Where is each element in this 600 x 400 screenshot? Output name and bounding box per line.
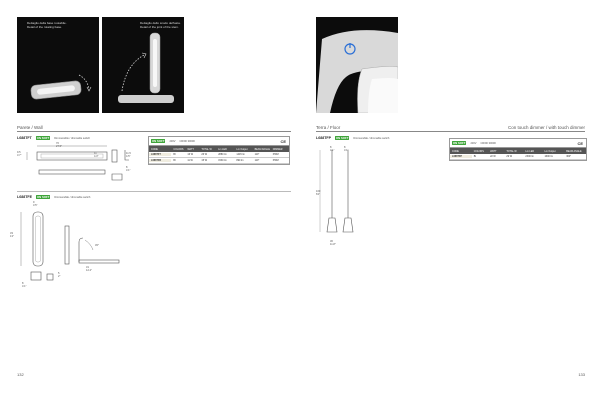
right-page xyxy=(300,0,600,400)
photo-caption: Dettaglio dello snodo dell'asta. Detail of the joint of the stem. xyxy=(140,21,181,29)
table-row xyxy=(450,154,586,160)
table-cell: PWM xyxy=(272,153,279,156)
column-header: WATT xyxy=(187,147,194,151)
table-cell: 15 W xyxy=(201,159,207,162)
lamp-illustration xyxy=(102,17,184,113)
series-label: CRI90 3000K xyxy=(179,139,196,143)
column-header: COLORS xyxy=(473,149,484,153)
product-description: Dimmerabile / dimmable switch xyxy=(353,136,390,140)
product-code: L688TFP xyxy=(316,136,331,140)
column-header: COLORS xyxy=(173,147,184,151)
column-header: TOTAL W xyxy=(201,147,212,151)
dim-base: 30 11.8" xyxy=(330,240,336,246)
table-cell: 1530 lm xyxy=(218,159,227,162)
spec-table-header xyxy=(149,137,289,146)
table-cell: 890 lm xyxy=(236,159,244,162)
table-cell: L688TFP xyxy=(450,155,472,158)
table-cell: 110° xyxy=(254,159,260,162)
dim-depth: 11 4.3" xyxy=(94,152,99,158)
table-cell: 360° xyxy=(566,155,572,158)
column-header: CODE xyxy=(452,149,459,153)
lamp-illustration xyxy=(17,17,99,113)
product-header xyxy=(17,195,90,199)
page-number: 133 xyxy=(578,372,585,377)
column-header: Lm LED xyxy=(525,149,535,153)
section-divider xyxy=(17,131,291,132)
product-1-drawing xyxy=(17,142,137,188)
product-code: L688TFT xyxy=(17,136,32,140)
column-header: WATT xyxy=(490,149,497,153)
table-cell: 16 W xyxy=(187,153,193,156)
spec-table xyxy=(449,138,587,161)
table-cell: 11 W xyxy=(187,159,193,162)
column-header: BEAM ANGLE xyxy=(254,147,270,151)
table-cell: 1600 lm xyxy=(544,155,553,158)
page-number: 132 xyxy=(17,372,24,377)
spec-table-header xyxy=(450,139,586,148)
dim-height: 9.5 3.7" xyxy=(17,151,22,157)
dim-top: 8 3.1" xyxy=(330,146,335,152)
table-cell: 2300 lm xyxy=(525,155,534,158)
table-cell: 2880 lm xyxy=(218,153,227,156)
table-cell: 29 W xyxy=(506,155,512,158)
product-code: L688TFE xyxy=(17,195,32,199)
floor-lamp-drawing xyxy=(316,144,376,254)
table-cell: BI xyxy=(173,153,176,156)
product-description: Dimmerabile / dimmable switch xyxy=(54,195,91,199)
column-header: Lm Output xyxy=(544,149,556,153)
dim-arm: 31 12.2" xyxy=(86,266,92,272)
dim-height: 160 63" xyxy=(316,190,321,196)
dim-foot: 8 3.1" xyxy=(22,282,27,288)
section-divider xyxy=(316,131,585,132)
product-header xyxy=(17,136,90,140)
ce-mark-icon: CE xyxy=(577,140,583,146)
section-title: Parete / Wall xyxy=(17,125,43,130)
product-header xyxy=(316,136,389,140)
section-subtitle: Con touch dimmer / with touch dimmer xyxy=(507,125,585,130)
table-cell: L688TFB xyxy=(149,159,171,162)
on-soft-badge: ON SOFT xyxy=(152,139,165,143)
dim-top: 9 3.5" xyxy=(33,201,38,207)
product-2-drawing xyxy=(17,202,137,290)
table-cell: PWM xyxy=(272,159,279,162)
table-cell: 1445 lm xyxy=(236,153,245,156)
column-header: DIMMER xyxy=(272,147,283,151)
product-description: Dimmerabile / dimmable switch xyxy=(54,136,91,140)
lamp-illustration xyxy=(316,17,398,113)
column-header: TOTAL W xyxy=(506,149,517,153)
dim-side: 33 13" xyxy=(10,232,14,238)
column-header: Lm LED xyxy=(218,147,227,151)
table-cell: L688TFT xyxy=(149,153,171,156)
on-soft-badge: ON SOFT xyxy=(335,136,349,140)
dim-angle: 45° xyxy=(95,244,99,247)
spec-table xyxy=(148,136,290,165)
table-cell: BI xyxy=(473,155,477,158)
column-header: CODE xyxy=(151,147,158,151)
photo-caption: Dettaglio della base ruotabile. Detail of the rotating base. xyxy=(27,21,67,29)
voltage-label: 230V xyxy=(169,139,176,143)
column-header: Lm Output xyxy=(236,147,248,151)
on-soft-badge: ON SOFT xyxy=(36,195,50,199)
product-photo-joint xyxy=(102,17,184,113)
series-label: CRI90 3000K xyxy=(480,141,497,145)
product-divider xyxy=(17,191,291,192)
product-photo-rotating-base xyxy=(17,17,99,113)
on-soft-badge: ON SOFT xyxy=(36,136,50,140)
table-cell: 110° xyxy=(254,153,260,156)
table-cell: BI xyxy=(173,159,176,162)
voltage-label: 230V xyxy=(470,141,477,145)
dim-foot-2: 5 2" xyxy=(58,272,61,278)
table-cell: 22 W xyxy=(490,155,496,158)
section-title: Terra / Floor xyxy=(316,125,341,130)
column-header: BEAM ANGLE xyxy=(566,149,582,153)
table-row xyxy=(149,158,289,164)
dim-width: 70 27.5" xyxy=(56,142,62,148)
table-cell: 26 W xyxy=(201,153,207,156)
ce-mark-icon: CE xyxy=(280,138,286,144)
product-photo-touch-dimmer xyxy=(316,17,398,113)
dim-depth-2: 11.5 4.5" xyxy=(126,152,131,158)
dim-base: 8 3.1" xyxy=(126,166,131,172)
dim-top-2: 8 3.1" xyxy=(344,146,349,152)
on-soft-badge: ON SOFT xyxy=(453,141,466,145)
